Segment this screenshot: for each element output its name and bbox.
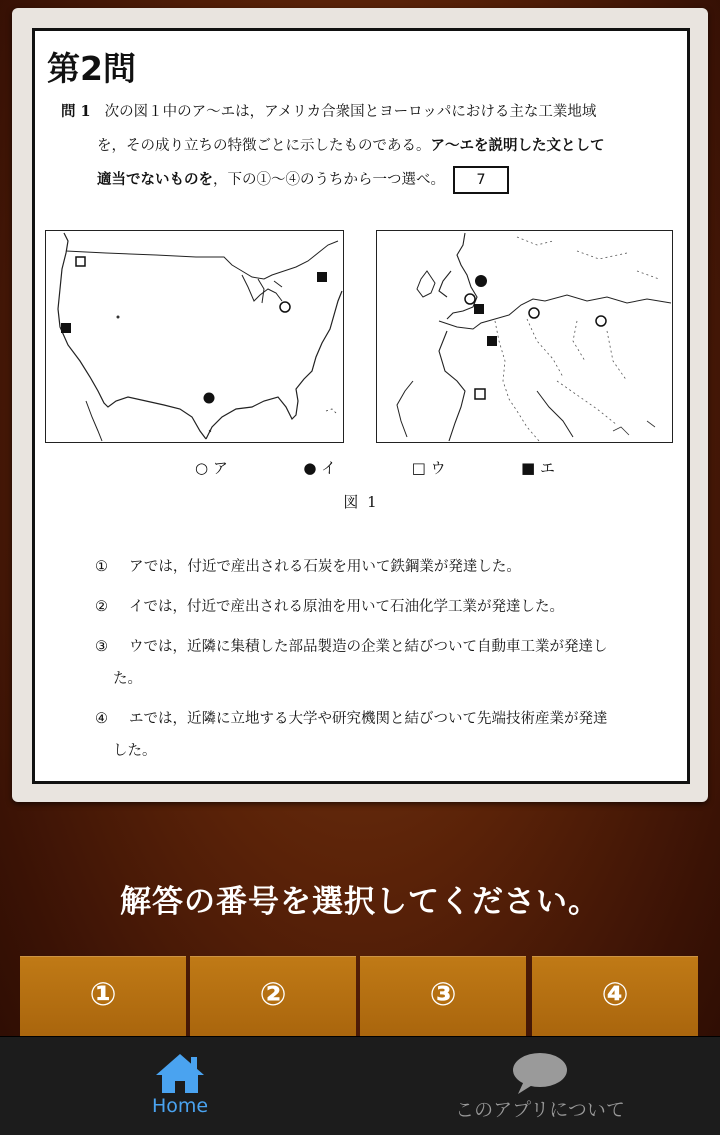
legend-u: □ ウ	[411, 459, 446, 477]
answer-button-1[interactable]: ①	[20, 956, 186, 1038]
answer-prompt: 解答の番号を選択してください。	[120, 884, 600, 920]
figure-caption: 図 1	[343, 493, 379, 511]
question-number: 問 1	[61, 103, 91, 120]
usa-marker-e-east	[317, 272, 327, 282]
question-title: 第2問	[47, 49, 136, 88]
nav-about[interactable]	[420, 1037, 660, 1135]
usa-marker-u	[76, 257, 85, 266]
option-3	[95, 631, 680, 695]
europe-map	[376, 230, 673, 443]
legend-e: ■ エ	[521, 459, 555, 477]
europe-marker-u	[475, 389, 485, 399]
question-line-3a: 適当でないものを	[97, 171, 213, 188]
bottom-nav-bar	[0, 1036, 720, 1135]
option-2-text: イでは，付近で産出される原油を用いて石油化学工業が発達した。	[129, 599, 564, 615]
europe-marker-a-germany	[529, 308, 539, 318]
option-3-text: ウでは，近隣に集積した部品製造の企業と結びついて自動車工業が発達し	[129, 639, 608, 655]
answer-button-2[interactable]: ②	[190, 956, 356, 1038]
europe-marker-i	[475, 275, 487, 287]
answer-box: 7	[453, 166, 509, 194]
answer-buttons	[20, 956, 700, 1038]
nav-about-label: このアプリについて	[455, 1099, 625, 1121]
option-3-continuation: た。	[113, 671, 142, 687]
legend-i: ● イ	[303, 459, 337, 477]
usa-marker-i	[204, 393, 215, 404]
question-sheet	[32, 28, 690, 784]
option-4-number: ④	[95, 711, 108, 727]
answer-button-4[interactable]: ④	[532, 956, 698, 1038]
option-1-text: アでは，付近で産出される石炭を用いて鉄鋼業が発達した。	[129, 559, 521, 575]
question-line-2a: を，その成り立ちの特徴ごとに示したものである。	[97, 138, 431, 154]
usa-marker-a	[280, 302, 290, 312]
option-2	[95, 591, 680, 623]
question-text	[61, 95, 676, 197]
europe-marker-e-france	[487, 336, 497, 346]
europe-marker-a-uk	[465, 294, 475, 304]
question-card	[12, 8, 708, 802]
europe-marker-a-central	[596, 316, 606, 326]
option-1-number: ①	[95, 559, 108, 575]
usa-marker-e-west	[61, 323, 71, 333]
option-1	[95, 551, 680, 583]
europe-marker-e-uk	[474, 304, 484, 314]
house-icon	[153, 1051, 207, 1095]
legend-a: ○ ア	[195, 459, 228, 477]
option-4	[95, 703, 680, 767]
options-list	[95, 551, 680, 775]
usa-map	[45, 230, 344, 443]
map-legend	[195, 457, 555, 478]
option-3-number: ③	[95, 639, 108, 655]
nav-home[interactable]	[100, 1037, 260, 1135]
option-2-number: ②	[95, 599, 108, 615]
question-line-2b: ア～エを説明した文として	[430, 137, 605, 154]
nav-home-label: Home	[151, 1095, 209, 1117]
option-4-continuation: した。	[113, 743, 157, 759]
speech-bubble-icon	[510, 1051, 570, 1095]
question-line-3b: ，下の①～④のうちから一つ選べ。	[213, 172, 445, 188]
answer-button-3[interactable]: ③	[360, 956, 526, 1038]
question-line-1: 次の図１中のア～エは，アメリカ合衆国とヨーロッパにおける主な工業地域	[104, 104, 597, 120]
option-4-text: エでは，近隣に立地する大学や研究機関と結びついて先端技術産業が発達	[129, 711, 608, 727]
